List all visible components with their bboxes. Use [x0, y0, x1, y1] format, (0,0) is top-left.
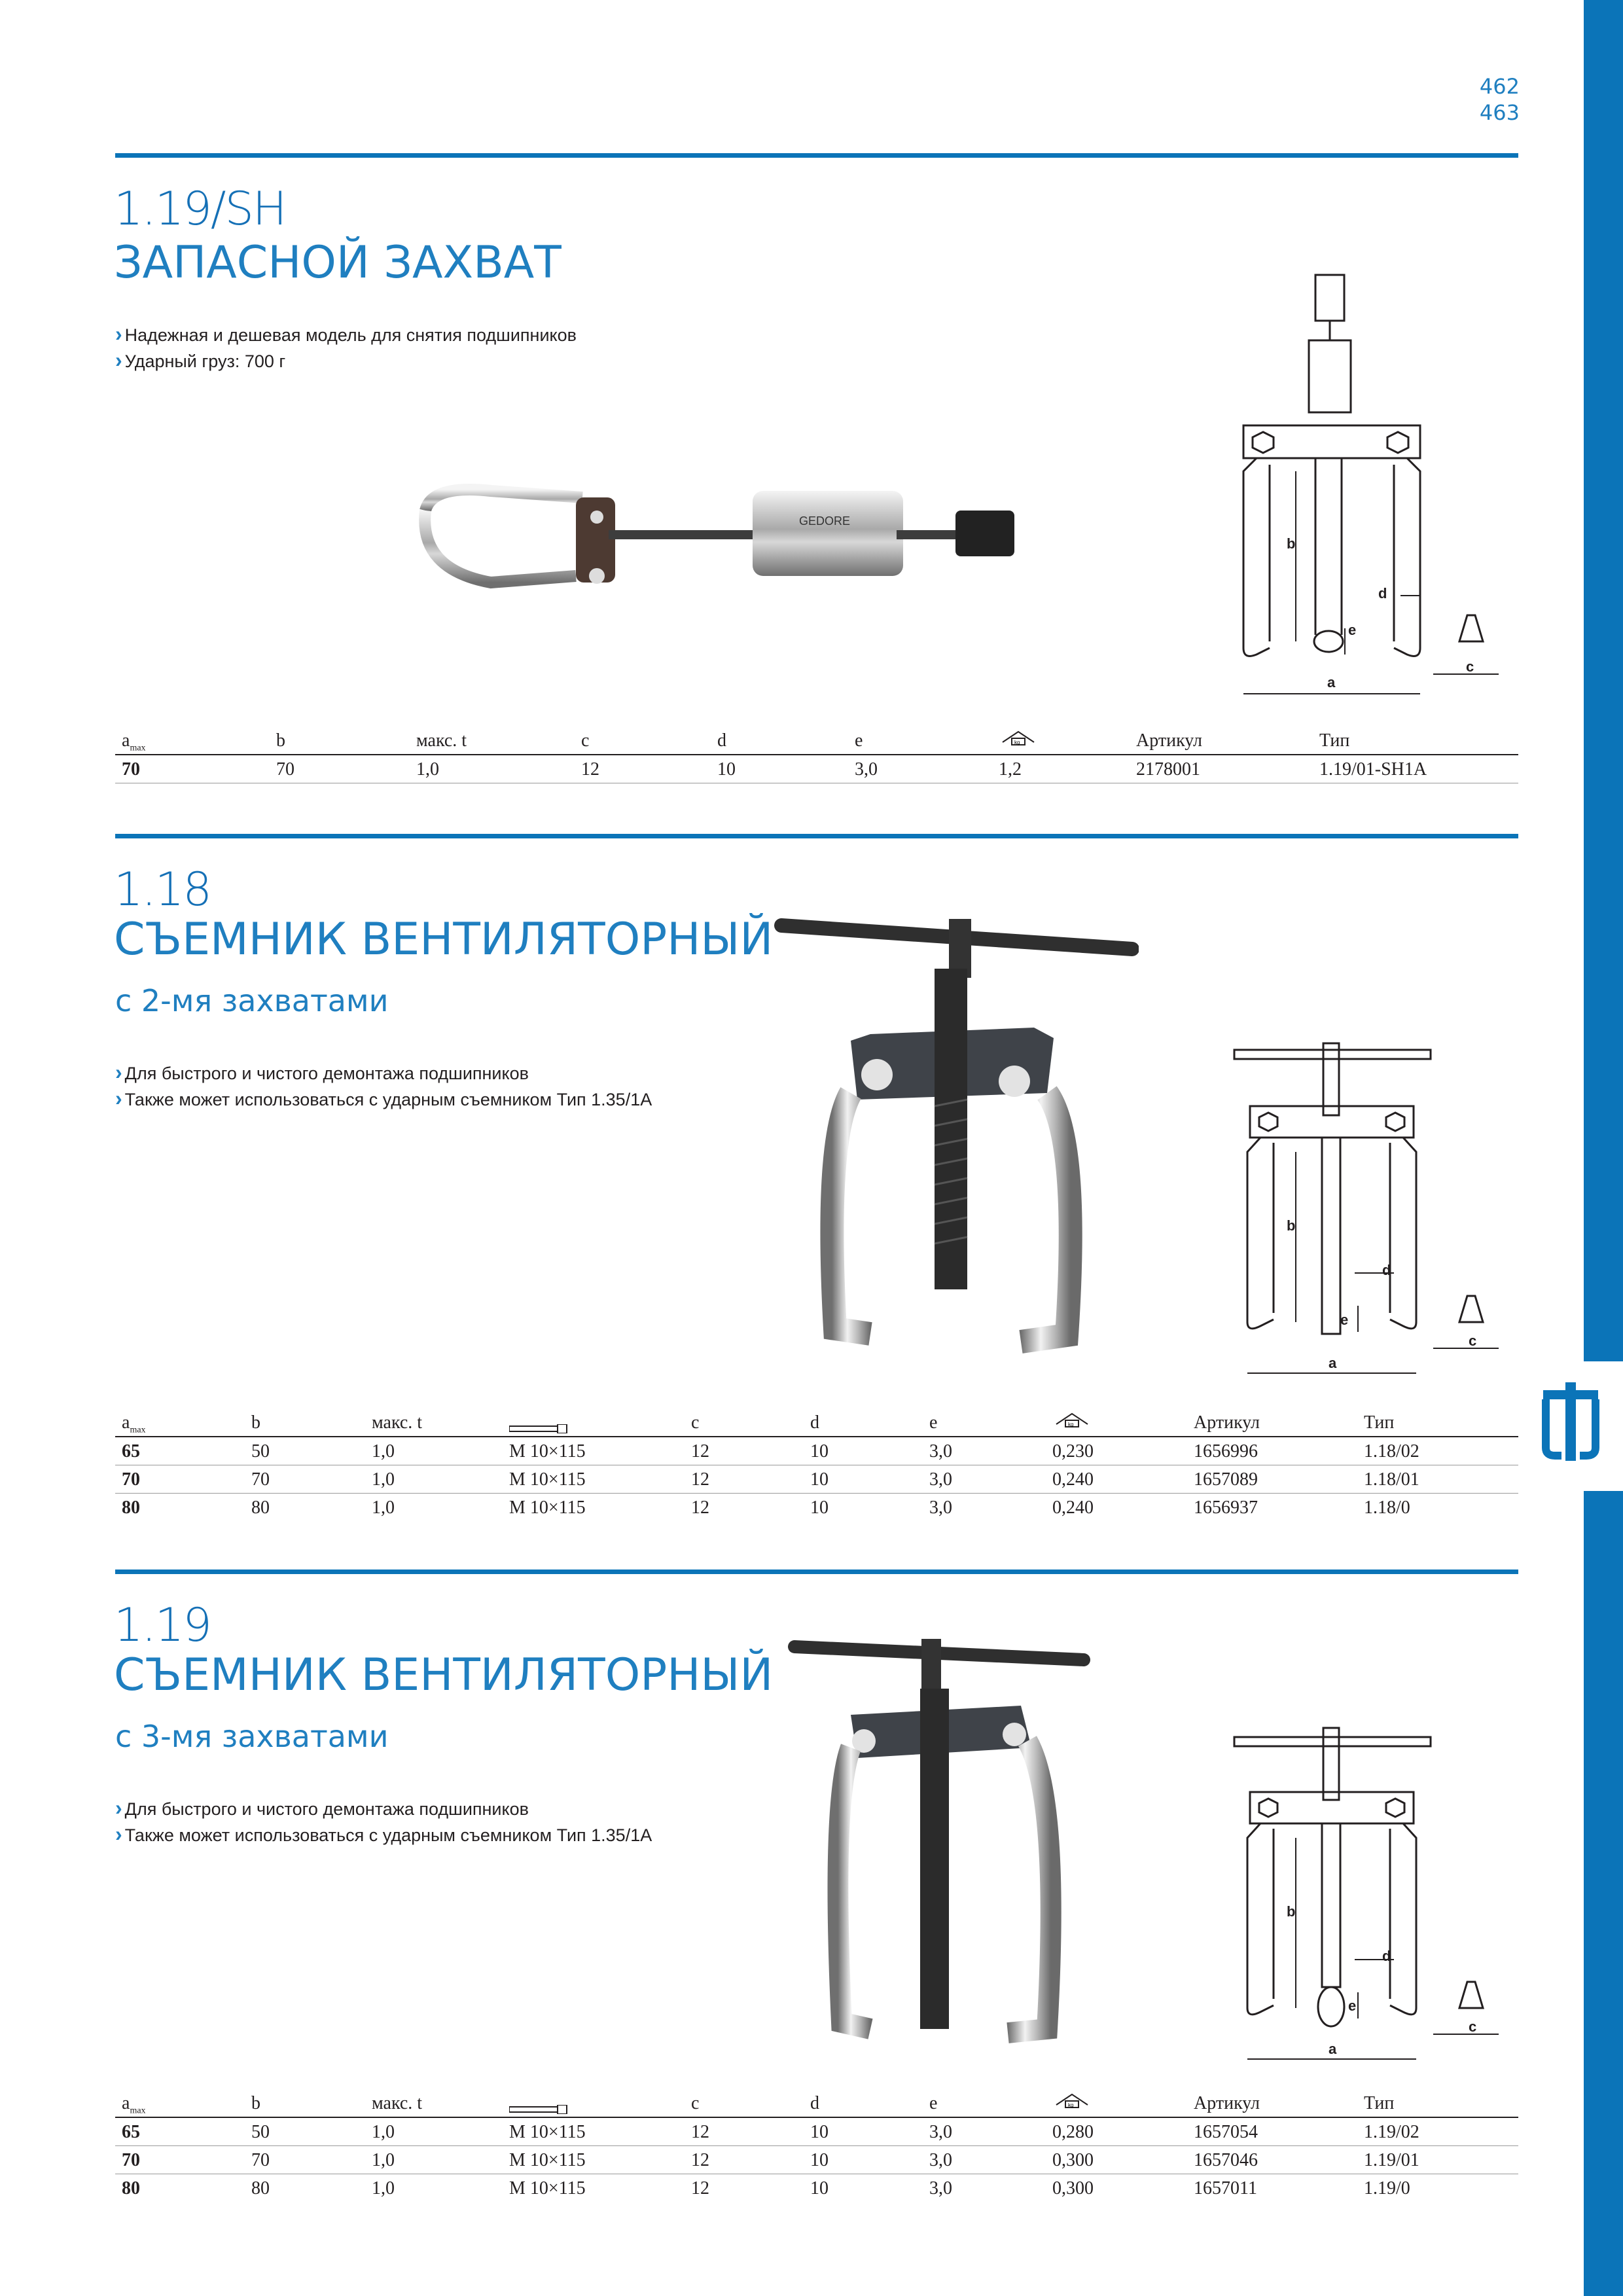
table-row: 70 70 1,0 M 10×115 12 10 3,0 0,300 1657046 1.19/01	[115, 2146, 1518, 2174]
table-row: 65 50 1,0 M 10×115 12 10 3,0 0,230 1656996 1.18/02	[115, 1437, 1518, 1465]
section-divider	[115, 834, 1518, 838]
header-max-t: макс. t	[372, 1412, 423, 1433]
header-b: b	[251, 2093, 260, 2113]
svg-text:kg: kg	[1068, 1422, 1074, 1427]
header-e: e	[929, 1412, 938, 1433]
feature-item: › Также может использоваться с ударным съемником Тип 1.35/1A	[115, 1086, 652, 1110]
svg-text:GEDORE: GEDORE	[798, 514, 851, 528]
table-header-row	[115, 2089, 1518, 2118]
diagram-label-b: b	[1287, 535, 1296, 552]
diagram-label-a: a	[1329, 2041, 1337, 2057]
header-a-max: $a_{max}$	[122, 2093, 146, 2116]
diagram-label-e: e	[1340, 1312, 1349, 1328]
product-subtitle: с 3-мя захватами	[115, 1719, 389, 1754]
header-a-max: $a_{max}$	[122, 730, 146, 753]
kg-weight-icon	[999, 729, 1038, 751]
bolt-icon	[509, 1418, 568, 1439]
diagram-label-e: e	[1348, 622, 1357, 638]
puller-brand-icon	[1531, 1382, 1610, 1467]
table-row: 65 50 1,0 M 10×115 12 10 3,0 0,280 1657054 1.19/02	[115, 2118, 1518, 2146]
diagram-label-c: c	[1469, 1333, 1477, 1349]
header-d: d	[717, 730, 726, 751]
product-title: СЪЕМНИК ВЕНТИЛЯТОРНЫЙ	[114, 914, 774, 965]
arrow-bullet-icon: ›	[115, 1796, 122, 1820]
product-photo-slide-hammer	[412, 458, 1132, 628]
table-row: 80 80 1,0 M 10×115 12 10 3,0 0,240 1656937 1.18/0	[122, 1498, 1410, 1518]
kg-weight-icon	[1052, 2092, 1092, 2114]
product-code: 1.19	[114, 1598, 211, 1652]
header-b: b	[251, 1412, 260, 1433]
header-max-t: макс. t	[372, 2093, 423, 2113]
arrow-bullet-icon: ›	[115, 1822, 122, 1846]
product-code: 1.18	[114, 863, 211, 916]
diagram-label-d: d	[1378, 585, 1387, 601]
header-e: e	[855, 730, 863, 751]
diagram-label-d: d	[1382, 1262, 1391, 1278]
feature-item: › Для быстрого и чистого демонтажа подшипников	[115, 1060, 529, 1084]
arrow-bullet-icon: ›	[115, 1086, 122, 1110]
arrow-bullet-icon: ›	[115, 348, 122, 372]
diagram-label-b: b	[1287, 1217, 1296, 1234]
product-photo-2-jaw-puller	[772, 910, 1139, 1368]
header-article: Артикул	[1136, 730, 1203, 751]
header-c: c	[691, 1412, 700, 1433]
header-b: b	[276, 730, 285, 751]
product-code: 1.19/SH	[114, 182, 286, 236]
diagram-label-b: b	[1287, 1903, 1296, 1920]
page-numbers	[1440, 73, 1520, 126]
header-c: c	[691, 2093, 700, 2113]
header-d: d	[810, 2093, 819, 2113]
header-article: Артикул	[1194, 1412, 1260, 1433]
sidebar-bar-top	[1584, 0, 1623, 1361]
header-type: Тип	[1364, 2093, 1395, 2113]
diagram-label-e: e	[1348, 1998, 1357, 2014]
technical-drawing	[1224, 1034, 1525, 1388]
header-a-max: $a_{max}$	[122, 1412, 146, 1435]
diagram-label-a: a	[1327, 674, 1336, 691]
table-row: 70 70 1,0 M 10×115 12 10 3,0 0,240 1657089 1.18/01	[115, 1465, 1518, 1494]
feature-item: › Также может использоваться с ударным съемником Тип 1.35/1A	[115, 1822, 652, 1846]
page-number-left: 462	[1479, 74, 1520, 99]
spec-table	[115, 2089, 1518, 2202]
product-title: СЪЕМНИК ВЕНТИЛЯТОРНЫЙ	[114, 1649, 774, 1701]
table-row: 80 80 1,0 M 10×115 12 10 3,0 0,300 1657011 1.19/0	[122, 2178, 1410, 2198]
kg-weight-icon	[1052, 1411, 1092, 1433]
sidebar-bar-bottom	[1584, 1491, 1623, 2296]
svg-text:kg: kg	[1068, 2102, 1074, 2108]
diagram-label-d: d	[1382, 1948, 1391, 1964]
header-d: d	[810, 1412, 819, 1433]
diagram-label-a: a	[1329, 1355, 1337, 1371]
feature-item: › Для быстрого и чистого демонтажа подшипников	[115, 1796, 529, 1820]
technical-drawing	[1224, 262, 1525, 707]
spec-table	[115, 1408, 1518, 1521]
header-e: e	[929, 2093, 938, 2113]
spec-table	[115, 726, 1518, 783]
bolt-icon	[509, 2098, 568, 2119]
page-number-right: 463	[1479, 100, 1520, 125]
feature-item: › Надежная и дешевая модель для снятия подшипников	[115, 322, 577, 346]
svg-text:kg: kg	[1014, 740, 1020, 745]
section-divider	[115, 1570, 1518, 1574]
feature-item: › Ударный груз: 700 г	[115, 348, 286, 372]
product-photo-3-jaw-puller	[785, 1630, 1099, 2075]
diagram-label-c: c	[1469, 2018, 1477, 2035]
technical-drawing	[1224, 1719, 1525, 2072]
diagram-label-c: c	[1466, 658, 1474, 675]
product-title: ЗАПАСНОЙ ЗАХВАТ	[114, 237, 562, 289]
header-c: c	[581, 730, 590, 751]
table-row: 70 70 1,0 12 10 3,0 1,2 2178001 1.19/01-SH1A	[115, 755, 1518, 783]
table-header-row	[115, 1408, 1518, 1437]
product-subtitle: с 2-мя захватами	[115, 983, 389, 1018]
arrow-bullet-icon: ›	[115, 1060, 122, 1084]
table-header-row	[115, 726, 1518, 755]
arrow-bullet-icon: ›	[115, 322, 122, 346]
section-divider	[115, 153, 1518, 158]
header-type: Тип	[1364, 1412, 1395, 1433]
header-article: Артикул	[1194, 2093, 1260, 2113]
header-type: Тип	[1319, 730, 1350, 751]
header-max-t: макс. t	[416, 730, 467, 751]
